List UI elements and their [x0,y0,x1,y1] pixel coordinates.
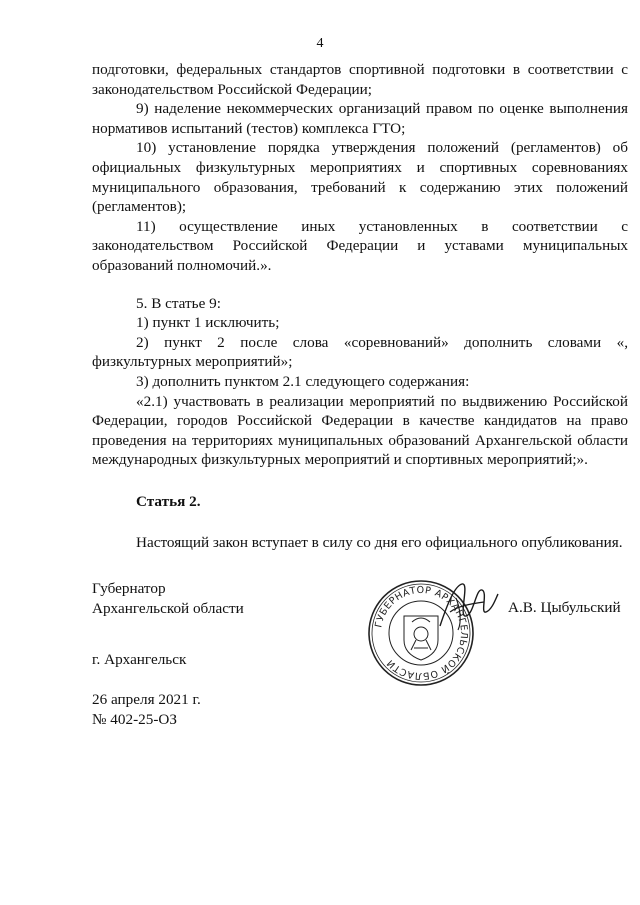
article-heading: Статья 2. [136,492,201,510]
paragraph-article-9: 5. В статье 9: [136,294,221,312]
spacer [92,276,628,294]
position-line-2: Архангельской области [92,599,244,617]
svg-text:ГУБЕРНАТОР АРХАНГЕЛЬСКОЙ ОБЛАС: ГУБЕРНАТОР АРХАНГЕЛЬСКОЙ ОБЛАСТИ [373,584,470,682]
paragraph-item-11: 11) осуществление иных установленных в соответствии с законодательством Российской Федерации и уставами муниципальных образований полномочий.». [92,217,628,274]
paragraph-sub-2: 2) пункт 2 после слова «соревнований» дополнить словами «, физкультурных мероприятий»; [92,333,628,371]
signature-position [92,579,244,618]
position-line-1: Губернатор [92,580,166,597]
city: г. Архангельск [92,651,187,668]
document-body [92,60,628,553]
spacer [92,511,628,533]
paragraph-item-10: 10) установление порядка утверждения положений (регламентов) об официальных физкультурных мероприятиях и спортивных соревнованиях муниципального образования, требований к содержанию этих положений (регламентов); [92,139,628,216]
paragraph-item-9: 9) наделение некоммерческих организаций правом по оценке выполнения нормативов испытаний (тестов) комплекса ГТО; [92,100,628,137]
spacer [92,470,628,492]
paragraph-quote-2-1: «2.1) участвовать в реализации мероприятий по выдвижению Российской Федерации, городов Российской Федерации в качестве кандидатов на право проведения на территориях муниципальных образований Архангельской области международных физкультурных мероприятий и спортивных мероприятий;». [92,392,628,469]
date-block [92,690,201,729]
signing-date: 26 апреля 2021 г. [92,691,201,708]
page-number: 4 [316,36,324,51]
law-number: № 402-25-ОЗ [92,710,177,728]
paragraph-continuation: подготовки, федеральных стандартов спортивной подготовки в соответствии с законодательством Российской Федерации; [92,61,628,98]
signer-name: А.В. Цыбульский [508,599,621,616]
paragraph-sub-3: 3) дополнить пунктом 2.1 следующего содержания: [136,372,470,390]
handwritten-signature [436,578,500,634]
paragraph-sub-1: 1) пункт 1 исключить; [136,314,280,332]
coat-of-arms-icon [404,616,438,660]
paragraph-effective-date: Настоящий закон вступает в силу со дня его официального опубликования. [136,534,623,552]
